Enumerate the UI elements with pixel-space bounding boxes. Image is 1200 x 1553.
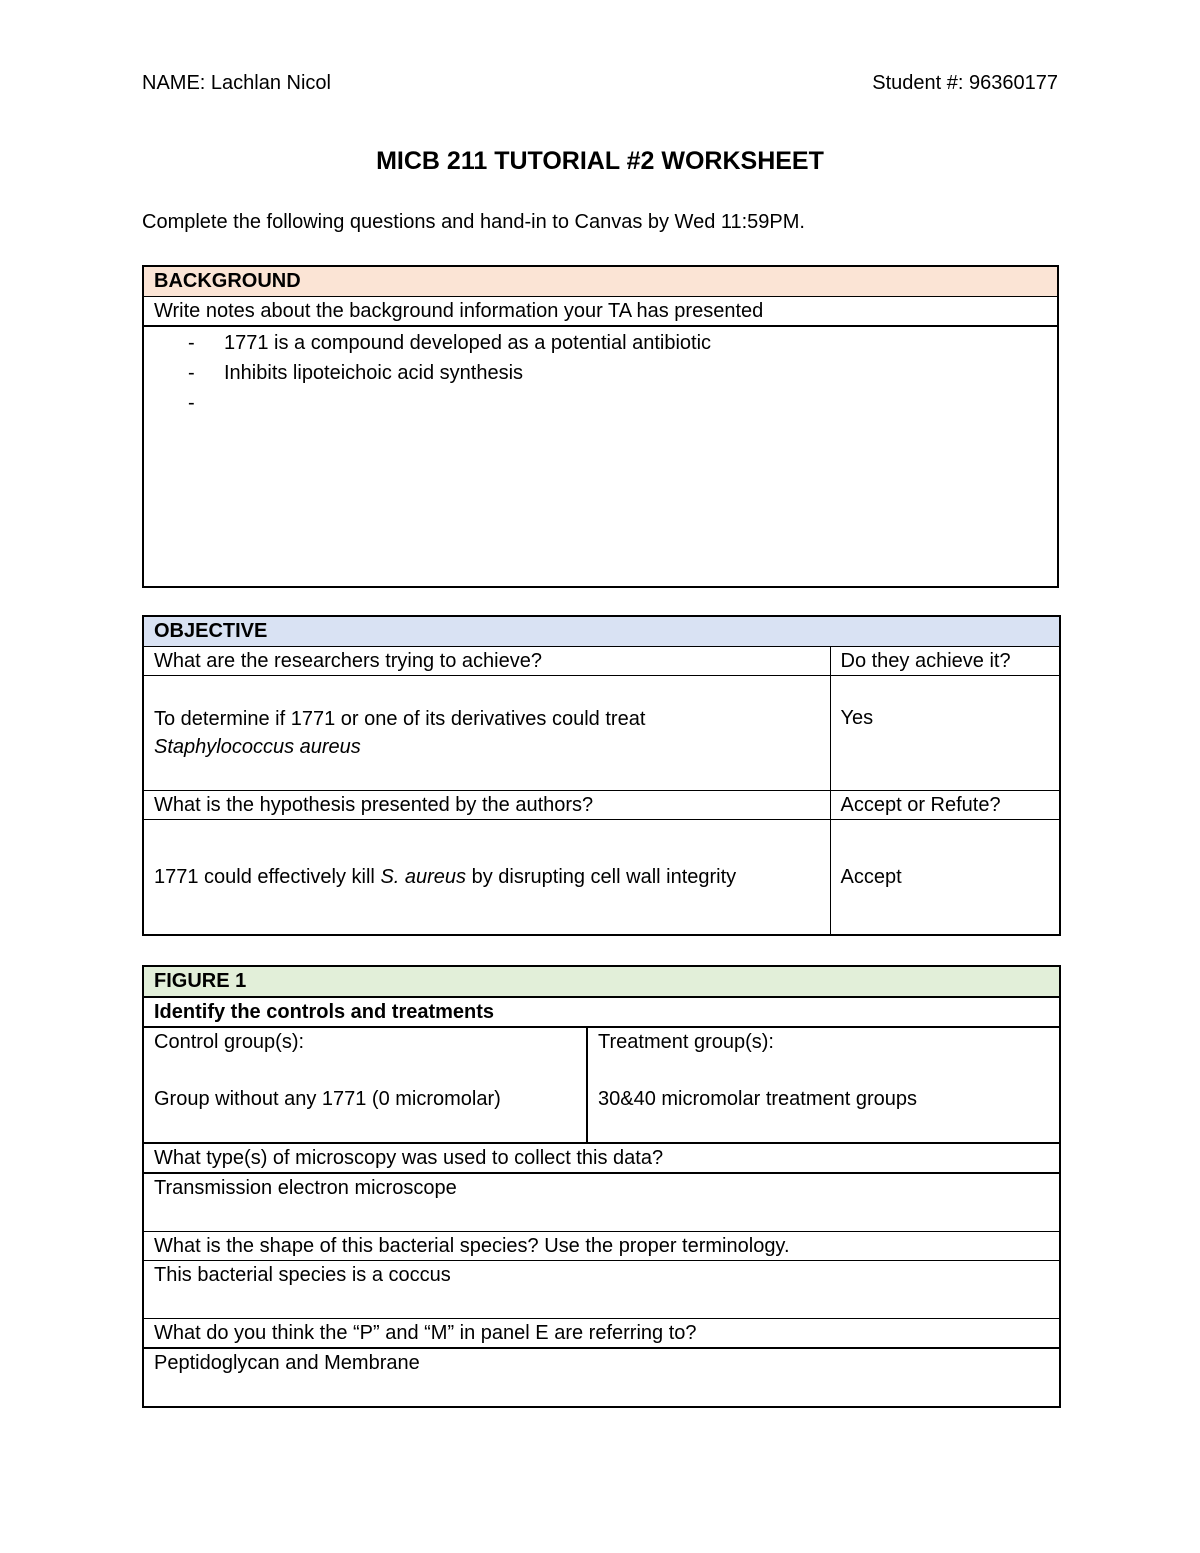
figure1-heading: FIGURE 1: [143, 966, 1060, 997]
note-text: 1771 is a compound developed as a potential antibiotic: [224, 332, 712, 354]
page-title: MICB 211 TUTORIAL #2 WORKSHEET: [376, 147, 824, 175]
hypothesis-text-post: by disrupting cell wall integrity: [466, 866, 737, 888]
instructions: Complete the following questions and hand-in to Canvas by Wed 11:59PM.: [142, 211, 805, 233]
microscopy-answer[interactable]: Transmission electron microscope: [143, 1173, 1060, 1232]
hypothesis-answer[interactable]: [143, 820, 830, 936]
treatment-group-cell[interactable]: [587, 1027, 1060, 1143]
shape-answer[interactable]: This bacterial species is a coccus: [143, 1261, 1060, 1319]
control-group-cell[interactable]: [143, 1027, 587, 1143]
microscopy-question: What type(s) of microscopy was used to collect this data?: [143, 1143, 1060, 1173]
background-notes-cell[interactable]: [143, 326, 1058, 587]
hypothesis-side-answer[interactable]: Accept: [830, 820, 1060, 936]
background-table: [142, 265, 1059, 588]
figure1-table: [142, 965, 1061, 1408]
figure1-subheading: Identify the controls and treatments: [143, 997, 1060, 1027]
pm-answer[interactable]: Peptidoglycan and Membrane: [143, 1348, 1060, 1407]
objective-table: [142, 615, 1061, 936]
student-name: NAME: Lachlan Nicol: [142, 72, 331, 94]
bullet-dash: -: [188, 362, 195, 384]
note-text: Inhibits lipoteichoic acid synthesis: [224, 362, 524, 384]
treatment-group-label: Treatment group(s):: [598, 1031, 774, 1053]
background-notes-list: [154, 328, 1047, 418]
shape-question: What is the shape of this bacterial species? Use the proper terminology.: [143, 1232, 1060, 1261]
bullet-dash: -: [188, 332, 195, 354]
objective-answer-line2: Staphylococcus aureus: [154, 736, 361, 758]
objective-side-answer[interactable]: Yes: [830, 676, 1060, 791]
note-item: [188, 388, 1047, 418]
note-item: [188, 328, 1047, 358]
student-number: Student #: 96360177: [872, 72, 1058, 94]
pm-question: What do you think the “P” and “M” in panel E are referring to?: [143, 1319, 1060, 1349]
hypothesis-species: S. aureus: [380, 866, 467, 888]
hypothesis-side-question: Accept or Refute?: [830, 791, 1060, 820]
note-item: [188, 358, 1047, 388]
objective-question: What are the researchers trying to achieve?: [143, 647, 830, 676]
bullet-dash: -: [188, 392, 195, 414]
objective-side-question: Do they achieve it?: [830, 647, 1060, 676]
objective-heading: OBJECTIVE: [143, 616, 1060, 647]
hypothesis-text-pre: 1771 could effectively kill: [154, 866, 381, 888]
hypothesis-question: What is the hypothesis presented by the authors?: [143, 791, 830, 820]
background-heading: BACKGROUND: [143, 266, 1058, 297]
treatment-group-answer: 30&40 micromolar treatment groups: [598, 1088, 918, 1110]
objective-answer[interactable]: [143, 676, 830, 791]
objective-answer-line1: To determine if 1771 or one of its derivatives could treat: [154, 708, 646, 730]
control-group-label: Control group(s):: [154, 1031, 305, 1053]
control-group-answer: Group without any 1771 (0 micromolar): [154, 1088, 501, 1110]
background-prompt: Write notes about the background information your TA has presented: [143, 297, 1058, 327]
